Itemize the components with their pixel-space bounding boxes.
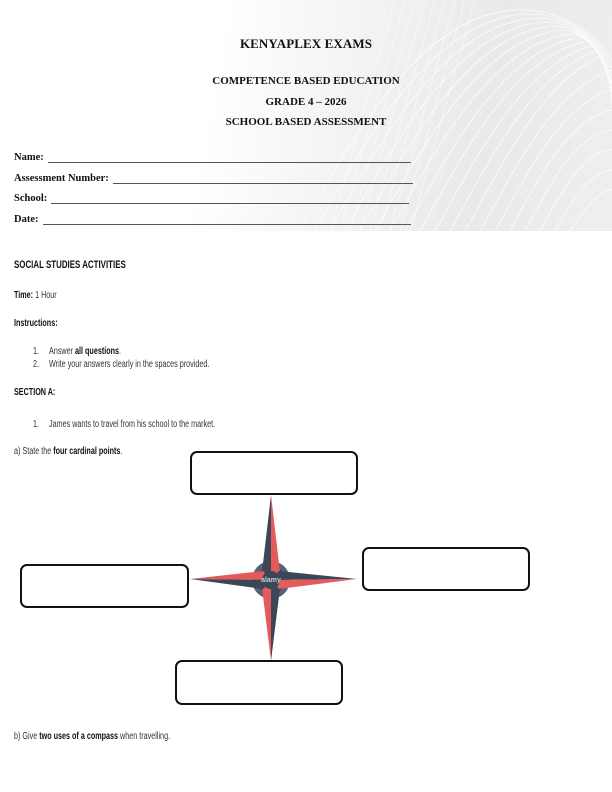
date-label: Date: [14,214,39,225]
question-1b [14,731,170,742]
compass-watermark: alamy [261,577,281,584]
question-1b-bold: two uses of a compass [39,731,119,742]
time-line [14,290,57,301]
grade-year-subtitle: GRADE 4 – 2026 [265,96,347,108]
question-1 [33,419,215,430]
instruction-text: Write your answers clearly in the spaces provided. [49,359,210,370]
answer-box-south[interactable] [175,660,343,705]
school-field [14,190,409,204]
name-input-line[interactable] [48,151,411,163]
question-1b-prefix: b) Give [14,731,40,742]
instructions-heading: Instructions: [14,318,58,329]
subject-heading: SOCIAL STUDIES ACTIVITIES [14,259,126,271]
instruction-text: Answer [49,346,76,357]
curriculum-subtitle: COMPETENCE BASED EDUCATION [212,75,400,87]
exam-provider-title: KENYAPLEX EXAMS [239,36,373,51]
instruction-suffix: . [119,346,122,357]
date-input-line[interactable] [43,213,412,225]
time-label: Time: [14,290,34,301]
question-1b-suffix: when travelling. [118,731,171,742]
question-number: 1. [33,419,40,430]
question-1a [14,446,122,457]
instruction-item-1 [33,346,121,357]
school-input-line[interactable] [51,192,409,204]
question-1a-suffix: . [120,446,123,457]
question-text: James wants to travel from his school to the market. [49,419,216,430]
time-value: 1 Hour [35,290,57,301]
compass-rose-icon [186,492,362,664]
school-label: School: [14,193,48,204]
answer-box-north[interactable] [190,451,358,495]
instruction-bold-text: all questions [75,346,120,357]
assessment-type-subtitle: SCHOOL BASED ASSESSMENT [225,116,387,128]
assessment-number-input-line[interactable] [113,172,413,184]
answer-box-east[interactable] [362,547,530,591]
assessment-number-field [14,170,413,184]
question-1a-prefix: a) State the [14,446,54,457]
name-field [14,149,411,163]
name-label: Name: [14,152,44,163]
answer-box-west[interactable] [20,564,189,608]
date-field [14,211,411,225]
section-a-heading: SECTION A: [14,387,56,398]
question-1a-bold: four cardinal points [53,446,121,457]
instruction-number: 2. [33,359,40,370]
assessment-number-label: Assessment Number: [14,173,109,184]
instruction-item-2 [33,359,209,370]
instruction-number: 1. [33,346,40,357]
